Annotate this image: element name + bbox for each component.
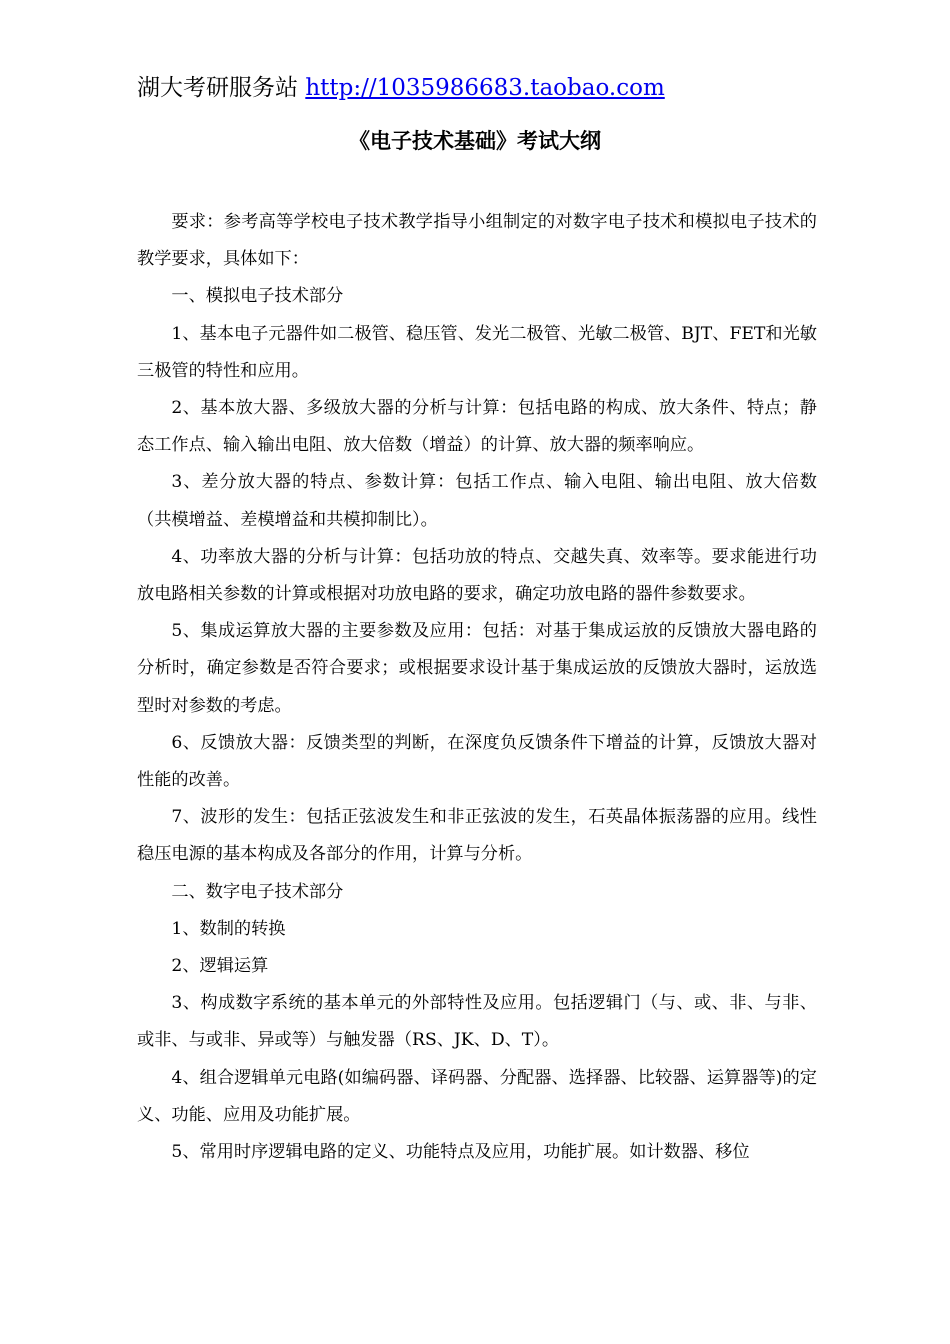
paragraph-item: 2、逻辑运算 [171, 956, 269, 977]
site-name: 湖大考研服务站 [137, 75, 298, 101]
paragraph-item: 7、波形的发生：包括正弦波发生和非正弦波的发生，石英晶体振荡器的应用。线性稳压电源的基本构成及各部分的作用，计算与分析。 [137, 807, 817, 865]
document-title: 《电子技术基础》考试大纲 [349, 129, 601, 153]
document-body [137, 204, 817, 1171]
paragraph-item: 1、数制的转换 [171, 918, 286, 939]
paragraph-item: 6、反馈放大器：反馈类型的判断，在深度负反馈条件下增益的计算，反馈放大器对性能的改善。 [137, 732, 817, 791]
shop-link[interactable]: http://1035986683.taobao.com [305, 75, 665, 101]
paragraph-item: 5、集成运算放大器的主要参数及应用：包括：对基于集成运放的反馈放大器电路的分析时，确定参数是否符合要求；或根据要求设计基于集成运放的反馈放大器时，运放选型时对参数的考虑。 [137, 621, 817, 716]
paragraph-item: 3、构成数字系统的基本单元的外部特性及应用。包括逻辑门（与、或、非、与非、或非、与或非、异或等）与触发器（RS、JK、D、T）。 [137, 993, 817, 1051]
paragraph-requirements: 要求：参考高等学校电子技术教学指导小组制定的对数字电子技术和模拟电子技术的教学要求，具体如下： [137, 212, 817, 270]
paragraph-item: 3、差分放大器的特点、参数计算：包括工作点、输入电阻、输出电阻、放大倍数（共模增益、差模增益和共模抑制比）。 [137, 472, 817, 530]
paragraph-item: 4、组合逻辑单元电路(如编码器、译码器、分配器、选择器、比较器、运算器等)的定义、功能、应用及功能扩展。 [137, 1067, 817, 1125]
paragraph-item: 1、基本电子元器件如二极管、稳压管、发光二极管、光敏二极管、BJT、FET和光敏三极管的特性和应用。 [137, 323, 817, 381]
section-heading-digital: 二、数字电子技术部分 [171, 881, 344, 902]
page-header [137, 72, 665, 104]
paragraph-item: 2、基本放大器、多级放大器的分析与计算：包括电路的构成、放大条件、特点；静态工作点、输入输出电阻、放大倍数（增益）的计算、放大器的频率响应。 [137, 398, 817, 456]
paragraph-item: 5、常用时序逻辑电路的定义、功能特点及应用，功能扩展。如计数器、移位 [171, 1142, 750, 1163]
paragraph-item: 4、功率放大器的分析与计算：包括功放的特点、交越失真、效率等。要求能进行功放电路相关参数的计算或根据对功放电路的要求，确定功放电路的器件参数要求。 [137, 546, 817, 605]
section-heading-analog: 一、模拟电子技术部分 [171, 286, 344, 307]
